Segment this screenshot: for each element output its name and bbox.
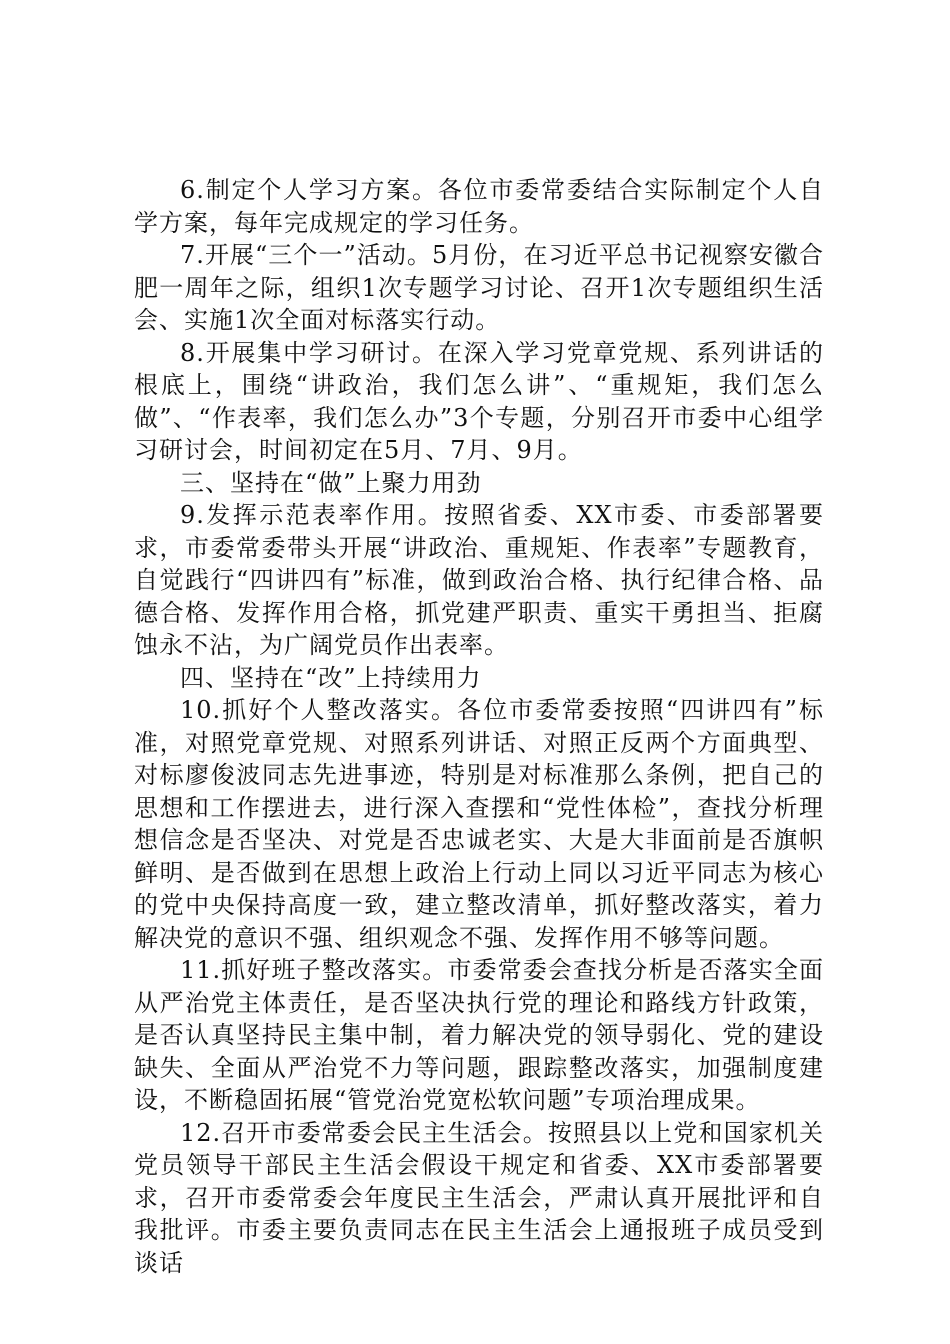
paragraph-item-12: 12.召开市委常委会民主生活会。按照县以上党和国家机关党员领导干部民主生活会假设干规定和省委、XX市委部署要求，召开市委常委会年度民主生活会，严肃认真开展批评和自我批评。市委主要负责同志在民主生活会上通报班子成员受到谈话 xyxy=(134,1118,824,1277)
section-heading-4: 四、坚持在“改”上持续用力 xyxy=(180,663,482,692)
paragraph-item-10: 10.抓好个人整改落实。各位市委常委按照“四讲四有”标准，对照党章党规、对照系列讲话、对照正反两个方面典型、对标廖俊波同志先进事迹，特别是对标准那么条例，把自己的思想和工作摆进去，进行深入查摆和“党性体检”，查找分析理想信念是否坚决、对党是否忠诚老实、大是大非面前是否旗帜鲜明、是否做到在思想上政治上行动上同以习近平同志为核心的党中央保持高度一致，建立整改清单，抓好整改落实，着力解决党的意识不强、组织观念不强、发挥作用不够等问题。 xyxy=(134,696,824,952)
section-heading-3: 三、坚持在“做”上聚力用劲 xyxy=(180,468,482,497)
paragraph-item-11: 11.抓好班子整改落实。市委常委会查找分析是否落实全面从严治党主体责任，是否坚决执行党的理论和路线方针政策，是否认真坚持民主集中制，着力解决党的领导弱化、党的建设缺失、全面从严治党不力等问题，跟踪整改落实，加强制度建设，不断稳固拓展“管党治党宽松软问题”专项治理成果。 xyxy=(134,956,824,1114)
paragraph-item-8: 8.开展集中学习研讨。在深入学习党章党规、系列讲话的根底上，围绕“讲政治，我们怎么讲”、“重规矩，我们怎么做”、“作表率，我们怎么办”3个专题，分别召开市委中心组学习研讨会，时间初定在5月、7月、9月。 xyxy=(134,338,824,464)
document-body xyxy=(134,174,824,1279)
paragraph-item-7: 7.开展“三个一”活动。5月份，在习近平总书记视察安徽合肥一周年之际，组织1次专题学习讨论、召开1次专题组织生活会、实施1次全面对标落实行动。 xyxy=(134,241,824,334)
paragraph-item-9: 9.发挥示范表率作用。按照省委、XX市委、市委部署要求，市委常委带头开展“讲政治、重规矩、作表率”专题教育，自觉践行“四讲四有”标准，做到政治合格、执行纪律合格、品德合格、发挥作用合格，抓党建严职责、重实干勇担当、拒腐蚀永不沾，为广阔党员作出表率。 xyxy=(134,501,824,659)
paragraph-item-6: 6.制定个人学习方案。各位市委常委结合实际制定个人自学方案，每年完成规定的学习任务。 xyxy=(134,176,824,237)
